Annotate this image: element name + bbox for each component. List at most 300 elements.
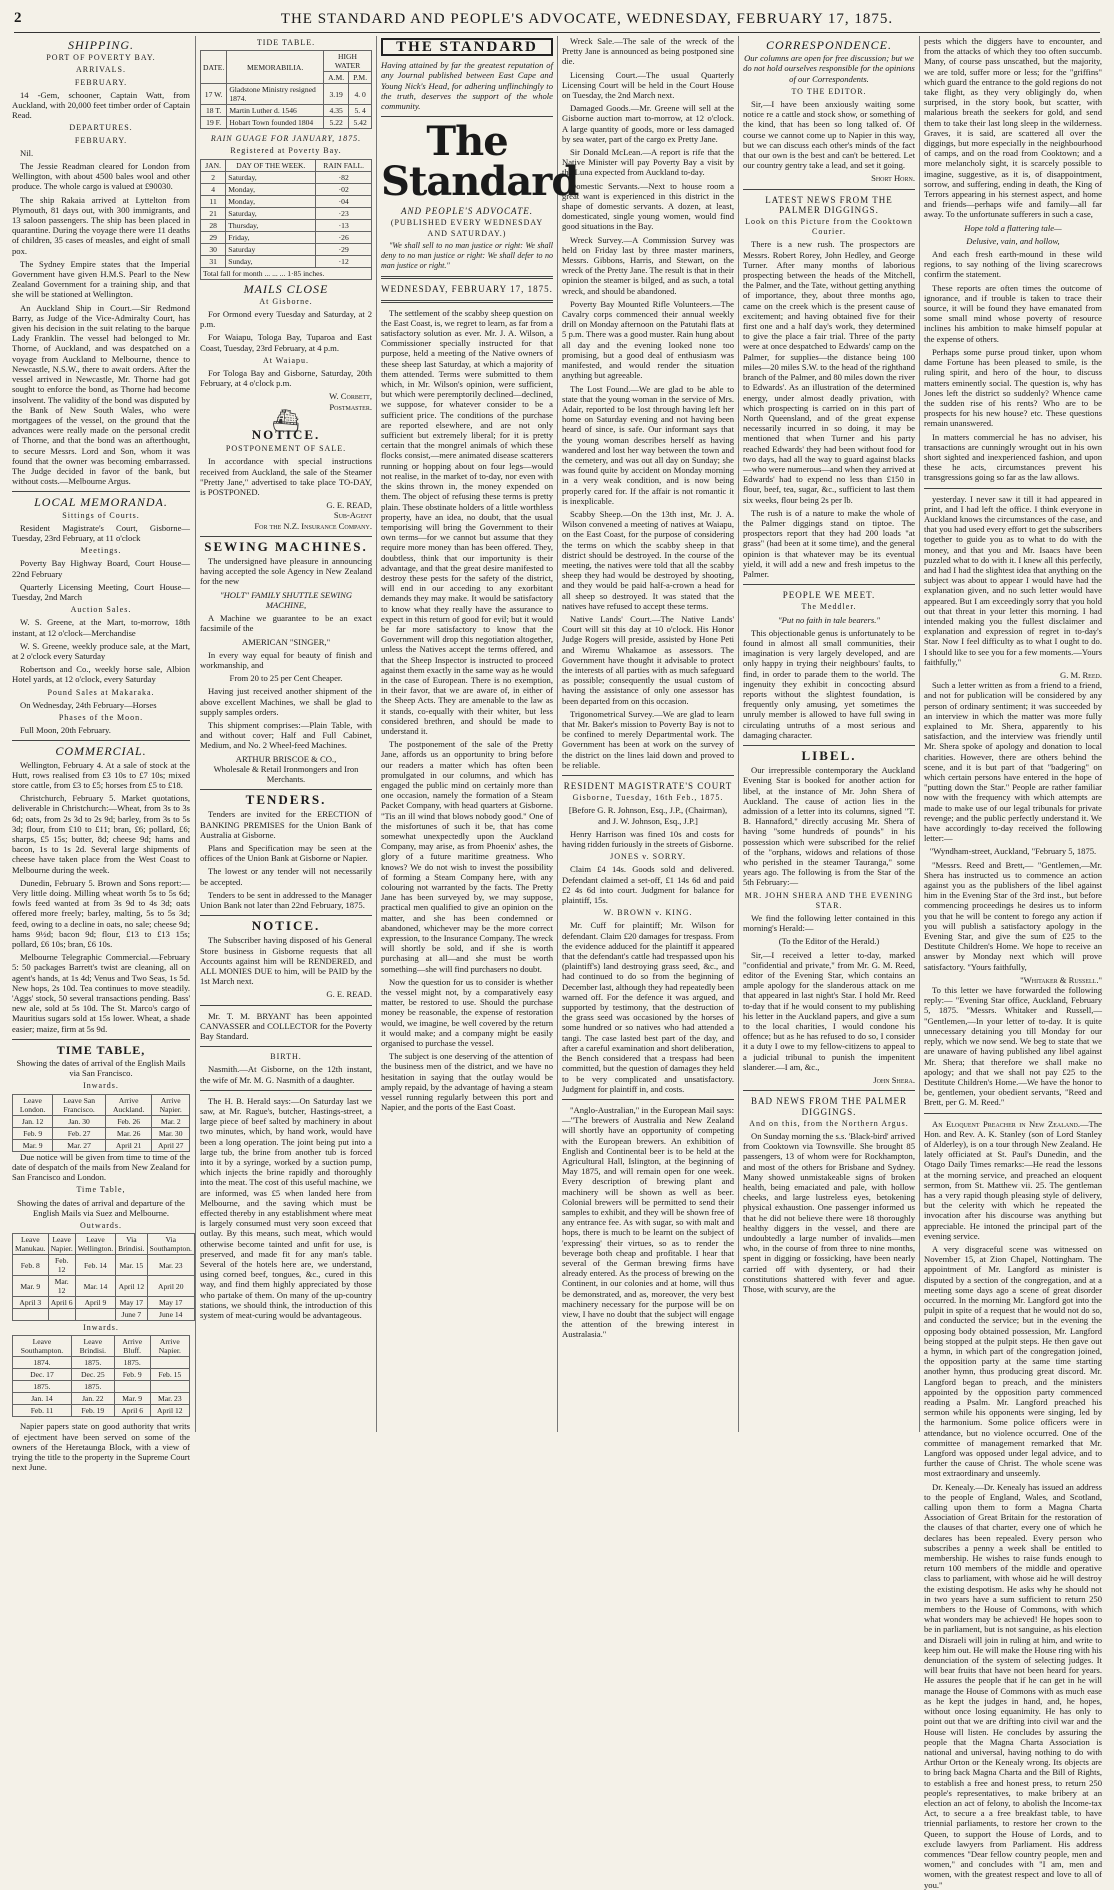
- signature: Wholesale & Retail Ironmongers and Iron Merchants.: [213, 763, 359, 784]
- subheading: Registered at Poverty Bay.: [230, 146, 342, 156]
- divider: [200, 915, 372, 916]
- subheading: At Gisborne.: [259, 296, 313, 306]
- table-row: [13, 1381, 190, 1393]
- table-cell: Feb. 9: [114, 1369, 150, 1381]
- publication-note: (PUBLISHED EVERY WEDNESDAY AND SATURDAY.): [390, 218, 544, 238]
- table-header: A.M.: [324, 72, 349, 84]
- table-cell: Feb. 11: [13, 1405, 72, 1417]
- court-item: Henry Harrison was fined 10s and costs for having ridden furiously in the streets of Gisborne.: [562, 828, 734, 850]
- column-divider: [376, 36, 377, 1432]
- notice-text: Plans and Specification may be seen at the offices of the Union Bank at Gisborne or Napier.: [200, 842, 372, 864]
- tide-table: [200, 50, 372, 129]
- notice-text: Nasmith.—At Gisborne, on the 12th instant, the wife of Mr. M. G. Nasmith of a daughter.: [200, 1064, 372, 1085]
- divider: [200, 1046, 372, 1047]
- table-cell: 1874.: [13, 1357, 72, 1369]
- signature: W. Corbett,: [329, 391, 372, 402]
- table-cell: Dec. 17: [13, 1369, 72, 1381]
- table-row: [201, 219, 372, 231]
- table-cell: 4. 0: [349, 84, 372, 105]
- table-cell: Mar. 9: [13, 1276, 49, 1297]
- table-header: Leave Brindisi.: [71, 1336, 114, 1357]
- table-cell: Jan. 22: [71, 1393, 114, 1405]
- article-text: In matters commercial he has no adviser, his transactions are cunningly wrought out in his own short sighted and inexperienced fashion, and upon these he acts, circumstances prevent his transgressions going so far as the law allows.: [924, 431, 1102, 483]
- section-heading: TENDERS.: [245, 792, 327, 808]
- signature: Sub-Agent: [333, 510, 372, 521]
- article-text: There is a new rush. The prospectors are Messrs. Robert Rorey, John Hedley, and George Turner. After many months of laborious prospecting between the heads of the Mitchell, the Palmer, and the Tate, without getting anything of importance, they, about three months ago, came on the creek which is the present cause of excitement; and having obtained five for their first one and a half day's work, they determined to give the place a fair trial. Three of the party were at once despatched to Edwards' camp on the Palmer, for supplies—the distance being 100 miles—20 miles S.W. to the head of the righthand branch of the Palmer, and 80 miles down the river to Edwards'. As an illustration of the determined energy, under almost deadly privation, with which prospecting is carried on in this part of North Queensland, and of the great expense necessarily incurred in so doing, it may be mentioned that when Turner and his party reached Edwards' they had been without food for two days, had all the way to guard against blacks—who were numerous—and when they arrived at Edwards' had to expend no less than £150 in flour, beef, tea, sugar, &c., sufficient to last them six weeks, flour being 2s per lb.: [743, 239, 916, 505]
- table-row: [13, 1309, 195, 1321]
- news-item: The H. B. Herald says:—On Saturday last we saw, at Mr. Rague's, butcher, Hastings-street, a large piece of beef salted by machinery in about two minutes, which, by hand work, would have been a long operation. The joint being put into a large tub, the brine from another tub is forced into it by a syringe, worked by a suction pump, which injects the brine rapidly and thoroughly into the meat. The cost of this useful machine, we are informed, was £5 when landed here from Melbourne, and the saving which must be effected thereby in any establishment where meat is largely consumed must very soon exceed that outlay. By this means, such meat, which would otherwise become tainted and unfit for use, is preserved, and made fit for any man's table. Several of the hotels here are, we understand, using corned beef, tongues, &c., cured in this way, and find them highly appreciated by those who partake of them. On many of the up-country stations, we should think, the introduction of this system of meat-curing would be advantageous.: [200, 1095, 372, 1321]
- memo-item: Robertson and Co., weekly horse sale, Albion Hotel yards, at 12 o'clock, every Saturday: [12, 664, 190, 685]
- table-row: [201, 117, 372, 129]
- subheading: At Waiapu.: [262, 355, 310, 365]
- table-cell: Feb. 14: [75, 1255, 115, 1276]
- signature: Short Horn.: [871, 173, 915, 184]
- news-item: [924, 1119, 1102, 1241]
- news-item: Poverty Bay Mounted Rifle Volunteers.—The Cavalry corps commenced their annual weekly drill on Monday afternoon on the Patutahi flats at 5 p.m. There was a good muster. Rain hung about all day and the evening looked none too promising, but a good deal of enthusiasm was manifested, and would render the situation anything but agreeable.: [562, 298, 734, 381]
- table-cell: 5.42: [349, 117, 372, 129]
- table-cell: Martin Luther d. 1546: [227, 105, 324, 117]
- table-label: Inwards.: [83, 1081, 119, 1091]
- editorial-paragraph: The settlement of the scabby sheep question on the East Coast, is, we regret to learn, as far from a satisfactory solution as ever. Mr. J. A. Wilson, a Commissioner specially instructed for that purpose, held a meeting of the Native owners of these sheep last Saturday, at which a majority of them attended. Terms were submitted to them which, in Mr. Wilson's opinion, were sufficient, but which were peremptorily declined—declined, we suppose, for whatever consider to be a sufficient price. The conditions of the purchase are reported elsewhere, and are not only sufficient but extremely liberal; for it is pretty certain that the mongrel animals of which these flocks consist,—mere animated disease scatterers running or hopping about on four legs—would not realise, in the market of to-day, nor even with the skins thrown in, the money expended on them. The object of refusing these terms is pretty plain. These obstinate holders of a little worthless property, have an idea, no doubt, that the usual temporising will bring the Government to their own terms—for we cannot but assume that they require more money than has been offered. They, doubtless, think that our importunity is their advantage, and that the great desire manifested to destroy these pests for the safety of the district, will end in our acceding to any exorbitant demands they may make. It would be satisfactory to know what they really have the assurance to expect in this return of good for evil; but it would be far more satisfactory to know that the Government will drop this negotiation altogether, unless the Natives accept the terms offered, and that the Sheep Inspector is instructed to proceed against them exactly in the same way as he would in the case of European. There is no exemption, in their favor, that we are aware of, in either of the Sheep Acts. They are amenable to the law as it stands, co-equally with their whiter, but less considered brethren, and should be made to understand it.: [381, 307, 553, 736]
- section-heading: RESIDENT MAGISTRATE'S COURT: [563, 781, 733, 792]
- table-cell: 1875.: [71, 1381, 114, 1393]
- section-heading: LIBEL.: [801, 748, 857, 763]
- section-heading: SHIPPING.: [68, 38, 134, 52]
- table-header: Arrive Auckland.: [105, 1094, 152, 1115]
- news-item: The Sydney Empire states that the Imperial Government have given H.M.S. Pearl to the New Zealand Government for a training ship, and that she will be stationed at Wellington.: [12, 258, 190, 300]
- subheading: Pound Sales at Makaraka.: [47, 687, 155, 697]
- table-cell: Feb. 12: [48, 1255, 75, 1276]
- ad-text: In every way equal for beauty of finish and workmanship, and: [200, 649, 372, 670]
- signature: G. M. Reed.: [1060, 669, 1102, 680]
- article-text: Our irrepressible contemporary the Auckland Evening Star is booked for another action for libel, at the instance of Mr. John Shera of Auckland. The cause of action lies in the admission of a letter into its columns, signed "T. B. Hannaford," directly accusing Mr. Shera of having "some hundreds of pounds" in his possession which were subscribed for the relief of the "orphans, widows and relations of those who perished in the steamer Tauranga," some years ago. The following is from the Star of the 5th February:—: [743, 765, 915, 888]
- section-heading: TIME TABLE,: [56, 1042, 146, 1057]
- table-label: Inwards.: [83, 1323, 119, 1333]
- subheading: TO THE EDITOR.: [791, 86, 867, 96]
- table-cell: 4.35: [324, 105, 349, 117]
- page-number: 2: [14, 10, 22, 26]
- letter-text: yesterday. I never saw it till it had appeared in print, and I had left the office. I think everyone in Auckland knows the circumstances of the case, and that you had used every effort to get the subscribers together to guide you as to what to do with the money, and that you and Mr. Isaacs have been puzzled what to do with it. I knew all this perfectly, and had I had the slightest idea that anything on the subject was about to appear I would have had the explanation given, and no such letter would have appeared. But I am exceedingly sorry that you hold out that threat in your letter this morning. I had intended making you the fullest disclaimer and explanation and expression of regret in to-day's Star. Now I feel difficulty as to what I ought to do. I should like to see you for a few moments.—Yours faithfully,": [924, 493, 1102, 667]
- divider: [743, 745, 915, 746]
- signature: G. E. READ,: [326, 500, 372, 511]
- table-header: HIGH WATER: [324, 51, 372, 72]
- article-text: And each fresh earth-mound in these wild regions, to say nothing of the living scarecrows confirm the statement.: [924, 249, 1102, 280]
- signature: Postmaster.: [329, 401, 372, 412]
- item-title: An Eloquent Preacher in New Zealand.: [932, 1118, 1081, 1129]
- table-row: [13, 1115, 190, 1127]
- news-item: Damaged Goods.—Mr. Greene will sell at the Gisborne auction mart to-morrow, at 12 o'clock. A large quantity of goods, more or less damaged by sea water, part of the cargo ex Pretty Jane.: [562, 103, 734, 144]
- news-item: Native Lands' Court.—The Native Lands' Court will sit this day at 10 o'clock. His Honor Judge Rogers will preside, assisted by Hone Peti and Wiremu Whakamoe as assessors. The Government have thought it advisable to protect the interests of all parties with as much safeguard as possible; consequently the usual custom of having the assistance of only one assessor has been departed from on this occasion.: [562, 613, 734, 706]
- table-row: [201, 243, 372, 255]
- letter-text: "Messrs. Reed and Brett,— "Gentlemen,—Mr. Shera has instructed us to commence an action against you as the publishers of the libel against him in the Evening Star of the 3rd inst., but before commencing proceedings he desires us to inform you that he will be content to forego any action if you will publish a satisfactory apology in the Evening Star, and give the sum of £25 to the Destitute Children's Home. We hope to receive an answer by Monday next which will prove satisfactory. "Yours faithfully,: [924, 859, 1102, 972]
- news-item: Licensing Court.—The usual Quarterly Licensing Court will be held in the Court House on Tuesday, the 2nd March next.: [562, 69, 734, 101]
- table-cell: April 12: [116, 1276, 147, 1297]
- notice-text: The Subscriber having disposed of his General Store business in Gisborne requests that all Accounts against him will be RENDERED, and ALL MONIES DUE to him, will be PAID by the 1st March next.: [200, 935, 372, 987]
- table-cell: Jan. 30: [53, 1115, 106, 1127]
- ad-price: From 20 to 25 per Cent Cheaper.: [229, 673, 343, 684]
- notice-text: Tenders to be sent in addressed to the Manager Union Bank not later than 22nd February, 1875.: [200, 889, 372, 910]
- article-text: Such a letter written as from a friend to a friend, and not for publication will be considered by any person of ordinary sentiment; it was succeeded by an interview in which the matter was more fully explained to Mr. Shera, apparently to his satisfaction, and the interview was friendly until Mr. Shera spoke of apology and donation to local charities. However, there are others behind the scene, and it is but part of that "badgering" on which certain persons have entered in the hope of "putting down the Star." People are rather familiar now with the frequency with which attempts are made to make use of our legal tribunals for private revenge; and the public perfectly understand it. We have accordingly to-day received the following letter:—: [924, 680, 1102, 844]
- table-cell: Hobart Town founded 1804: [227, 117, 324, 129]
- table-cell: ·82: [316, 171, 372, 183]
- memo-item: Poverty Bay Highway Board, Court House—22nd February: [12, 558, 190, 579]
- column-notices: [200, 36, 372, 1432]
- letter-text: Sir,—I received a letter to-day, marked "confidential and private," from Mr. G. M. Reed, editor of the Evening Star, which contains an ample apology for the slanderous attack on me that appeared in last night's Star. I hold Mr. Reed to-day that if he would consent to my publishing his letter in the Auckland papers, and give a sum to the local charities, I would condone his offence; but as he has refused to do so, I consider it a duty I owe to my fellow-citizens to appeal to a judicial tribunal to punish the impenitent slanderer.—I am, &c.,: [743, 949, 915, 1072]
- item-text: —The Hon. and Rev. A. K. Stanley (son of Lord Stanley of Alderley), is on a tour through New Zealand. He lately officiated at St. Paul's Dunedin, and the Otago Daily Times remarks:—He read the lessons at the morning service, and preached an eloquent sermon, from St. Matthew vii. 25. The gentleman has a very rapid though pleasing style of delivery, but the celerity with which he repeated the invocation after his discourse was anything but appreciable. He intoned the principal part of the evening service.: [924, 1118, 1102, 1241]
- section-heading: COMMERCIAL.: [55, 744, 147, 759]
- section-heading: LATEST NEWS FROM THE PALMER DIGGINGS.: [765, 194, 893, 215]
- column-divider: [738, 36, 739, 1432]
- rain-table: [200, 159, 372, 280]
- notice-text: For Ormond every Tuesday and Saturday, at 2 p.m.: [200, 309, 372, 330]
- table-row: [13, 1276, 195, 1297]
- article-text: pests which the diggers have to encounter, and from the attacks of which they too often succumb. Many, of course pass unscathed, but the majority, we are told, suffer more or less; for the "griffins" which guard the entrance to the gold regions do not take flight, as they very obligingly do, when surprised, in the story book, but scatter, with malarious breath the seekers for gold, and send them to take their last long sleep in the wilderness. Graves, it is said, are scattered all over the diggings, but more especially in the neighbourhood of camps, and on the road from Cooktown; and a more melancholy sight, it is scarcely possible to imagine, suggestive, as it is, of disappointment, sorrow, and suffering, ending in death, the King of Terrors appearing in his sternest aspect, and home and friends—perhaps wife and family—all far away. To the unfortunate sufferers in such a case,: [924, 36, 1102, 220]
- table-cell: Monday,: [226, 183, 316, 195]
- article-text: On Sunday morning the s.s. 'Black-bird' arrived from Cooktown via Townsville. She brought 85 passengers, 13 of whom were for Rockhampton, and most of the others for Brisbane and Sydney. Many showed unmistakeable signs of broken health, being emaciated and pale, with hollow cheeks, and large lustreless eyes, betokening physical exhaustion. One passenger informed us that he did not believe there were 18 thoroughly healthy diggers in the vessel, and there are undoubtedly a large number of invalids—men who, in the course of from three to nine months, spent in digging or fossicking, have been nearly carried off with dysentery, or had their constitutions shattered with fever and ague. Those, with scurvy, are the: [743, 1130, 915, 1294]
- arrival-entry: 14 -Gem, schooner, Captain Watt, from Auckland, with 20,000 feet timber order of Captain Read.: [12, 89, 190, 121]
- table-cell: June 7: [116, 1309, 147, 1321]
- table-cell: April 12: [150, 1405, 189, 1417]
- divider: [12, 1039, 190, 1040]
- table-cell: 11: [201, 195, 226, 207]
- table-cell: May 17: [116, 1297, 147, 1309]
- table-cell: [75, 1309, 115, 1321]
- column-shipping: [12, 36, 192, 1473]
- table-cell: Jan. 14: [13, 1393, 72, 1405]
- column-local-news: [562, 36, 734, 1432]
- table-header: Leave Southampton.: [13, 1336, 72, 1357]
- masthead-title: The Standard: [381, 118, 579, 206]
- table-header: Leave Wellington.: [75, 1234, 115, 1255]
- table-cell: Mar. 23: [147, 1255, 194, 1276]
- news-item: The Lost Found.—We are glad to be able to state that the young woman in the service of Mrs. Adair, reported to be lost through having left her home on Saturday evening and not having been heard of since, is safe. Our informant says that the young woman describes herself as having wandered and lost her way between the town and the cemetery, and was out all day on Sunday; she was found quite by accident on Monday morning in a very weak condition, and is now being properly cared for. If the affair is not romantic it is inexplicable.: [562, 383, 734, 506]
- table-row: [201, 195, 372, 207]
- table-cell: 1875.: [114, 1357, 150, 1369]
- letter-heading: (To the Editor of the Herald.): [778, 936, 880, 947]
- table-caption: Showing the dates of arrival of the English Mails via San Francisco.: [16, 1058, 186, 1079]
- signature: John Shera.: [873, 1075, 915, 1086]
- table-cell: Mar. 9: [13, 1139, 53, 1151]
- table-cell: 3.19: [324, 84, 349, 105]
- table-cell: 31: [201, 255, 226, 267]
- news-item: An Auckland Ship in Court.—Sir Redmond Barry, as Judge of the Vice-Admiralty Court, has given his decision in the suit relating to the barque Lady Franklin. The vessel had belonged to Mr. Thorne, of Auckland, and was despatched on a voyage from Auckland to Melbourne, thence to Newcastle, N.S.W., there to await orders. After the vessel arrived in Newcastle, Mr. Thorne had got sought to enforce the bond, as Thorne had become insolvent. The validity of the bond was disputed by the Bank of New South Wales, who were mortgagees of the vessel, on the ground that the advances were really made on the personal credit of Thorne, and that the bond was an afterthought, to secure Messrs. Lord and Son, whom it was found that the owner was becoming embarrassed. The Judge decided in favor of the bank, but without costs.—Melbourne Argus.: [12, 302, 190, 487]
- signature: ARTHUR BRISCOE & CO.,: [235, 753, 337, 764]
- table-cell: Sunday,: [226, 255, 316, 267]
- section-heading: PEOPLE WE MEET.: [782, 590, 876, 601]
- table-cell: 18 T.: [201, 105, 227, 117]
- ad-text: A Machine we guarantee to be an exact facsimile of the: [200, 613, 372, 634]
- notice-text: In accordance with special instructions received from Auckland, the sale of the Steamer "Pretty Jane," advertised to take place TO-DAY, is POSTPONED.: [200, 456, 372, 498]
- table-cell: 17 W.: [201, 84, 227, 105]
- divider: [12, 491, 190, 492]
- table-cell: Jan. 12: [13, 1115, 53, 1127]
- table-header: Via Southampton.: [147, 1234, 194, 1255]
- table-header: RAIN FALL.: [316, 159, 372, 171]
- divider: [381, 116, 553, 117]
- table-cell: April 9: [75, 1297, 115, 1309]
- table-header: Leave London.: [13, 1094, 53, 1115]
- news-item: "Anglo-Australian," in the European Mail says:—"The brewers of Australia and New Zealand will shortly have an opportunity of competing with the European brewers. An exhibition of English and Continental beer is to be held at the Agricultural Hall, Islington, at the beginning of May 1875, and will remain open for one week. Every description of brewing plant and machinery will be shown as well as beer. Colonial brewers will be permitted to send their samples to exhibit, and they will be shown free of any entrance fee. As with sugar, so with malt and hops, there is much to be learnt on the subject of 'expressing' their virtues, so as to render the beverage both cheap and profitable. I hear that several of the German brewing firms have already entered. As the process of brewing on the Continent, in our colonies and at home, will thus be demonstrated, and as, moreover, the very best machinery necessary for the purpose will be on view, I have no doubt that the subject will engage the attention of the brewing interest in Australasia.": [562, 1104, 734, 1340]
- news-item: A very disgraceful scene was witnessed on November 15, at Zion Chapel, Nottingham. The appointment of Mr. Langford as minister is disputed by a section of the congregation, and at a meeting some days ago a scene of great disorder occurred. In the morning Mr. Langford got into the pulpit in spite of a request that he would not do so, and conducted the service; but in the evening the opposing body obtained possession, Mr. Langford being stopped at the pulpit steps. He then gave out a hymn, in which part of the congregation joined, the opposition party at the same time starting another hymn, thus producing great discord. Mr. Langford began to preach, and the ministers appointed by the opposition party commenced reading a Psalm. Mr. Langford preached his sermon while his opponents were singing, led by the harmonium. Some police officers were in attendance, but no violence occurred. One of the committee of management remarked that Mr. Langford was opposed under legal advice, and to further the cause of Christ. The whole scene was most extraordinary and unseemly.: [924, 1243, 1102, 1479]
- table-cell: Mar. 26: [105, 1127, 152, 1139]
- ad-text: This shipment comprises:—Plain Table, with and without cover; Half and Full Cabinet, Medium, and No. 2 Wheel-feed Machines.: [200, 719, 372, 751]
- article-text: This objectionable genus is unfortunately to be found in almost all small communities, their imagination is very largely developed, and are only happy in trying their neighbours' faults, to find, in order to parade them to the world. The ingenuity they exhibit in concocting absurd reports without the slightest foundation, is frequently only amusing, yet sometimes the unruly member is allowed to have full swing in circulating untruths of a most serious and damaging character.: [743, 627, 915, 740]
- table-row: [13, 1369, 190, 1381]
- section-heading: MAILS CLOSE: [243, 281, 329, 296]
- memo-item: Quarterly Licensing Meeting, Court House—Tuesday, 2nd March: [12, 581, 190, 602]
- date-line: WEDNESDAY, FEBRUARY 17, 1875.: [381, 284, 553, 295]
- table-cell: Mar. 12: [48, 1276, 75, 1297]
- table-cell: Feb. 27: [53, 1127, 106, 1139]
- table-row: [201, 183, 372, 195]
- table-cell: 19 F.: [201, 117, 227, 129]
- subheading: The Meddler.: [801, 602, 857, 612]
- table-row: [201, 105, 372, 117]
- table-cell: Mar. 2: [152, 1115, 190, 1127]
- table-cell: Mar. 30: [152, 1127, 190, 1139]
- table-cell: Saturday: [226, 243, 316, 255]
- ad-text: Having just received another shipment of the above excellent Machines, we shall be glad to supply samples orders.: [200, 686, 372, 717]
- table-cell: Feb. 26: [105, 1115, 152, 1127]
- mail-notice: Due notice will be given from time to time of the date of despatch of the mails from New Zealand for San Francisco and London.: [12, 1151, 190, 1183]
- editorial-paragraph: The postponement of the sale of the Pretty Jane, affords us an opportunity to bring before our readers a matter which has often been promulgated in our columns, and which has engaged the public mind on certainly more than one occasion, namely the formation of a Steam Packet Company, with head quarters at Gisborne. "Tis an ill wind that blows nobody good." One of the misfortunes of such it be, that has come somewhat unexpectedly upon the Auckland Company, may arise, as from Phoenix' ashes, the glory of a future maritime greatness. Who knows? We do not wish to invest the possibility of forming a Steam Company here, with any colouring not warranted by the facts. The Pretty Jane has been surveyed by, we may suppose, practical men qualified to give an opinion on the matter, and she has been condemned or abandoned, whichever may be the more correct expression, to the Insurance Company. The wreck will shortly be sold, and if she is worth purchasing at all—and she must be worth something—she will find purchasers no doubt.: [381, 739, 553, 974]
- column-divider: [195, 36, 196, 1432]
- table-cell: Feb. 8: [13, 1255, 49, 1276]
- table-header: Via Brindisi.: [116, 1234, 147, 1255]
- commercial-item: Dunedin, February 5. Brown and Sons report:—Very little doing. Milling wheat worth 5s to 5s 6d; fowls feed wanted at from 3s 9d to 4s 3d; oats offered more freely; barley, malting, 5s to 5s 3d; feed, owing to a decline in oats, no sale; cheese 9d; hams 9½d; bacon 9d; flour, £13 to £13 15s; pollard, £6 10s; bran, £6 10s.: [12, 877, 190, 950]
- signature: G. E. READ.: [326, 989, 372, 1000]
- column-divider: [919, 36, 920, 1432]
- table-row: [201, 84, 372, 105]
- subheading: MR. JOHN SHERA AND THE EVENING STAR.: [744, 890, 914, 910]
- column-miscellany: [924, 36, 1102, 1890]
- divider: [743, 584, 915, 585]
- subheading: Meetings.: [80, 546, 122, 556]
- table-cell: [150, 1381, 189, 1393]
- court-item: Mr. Cuff for plaintiff; Mr. Wilson for defendant. Claim £20 damages for trespass. From the evidence adduced for the plaintiff it appeared that the defendant's cattle had trespassed upon his (plaintiff's) land destroying grass seed, &c., and had continued to do so from the beginning of December last, although they had repeatedly been warned off. For the defence it was argued, and supported by testimony, that the destruction of the grass seed was occasioned by the horses of some hundred or so natives who had attended a tangi. The case lasted best part of the day, and after a careful examination and short deliberation, the Bench considered that a trespass had been committed, but the question of damages they held to be very complicated and unsatisfactory. Judgment for plaintiff in, and costs.: [562, 920, 734, 1094]
- page-header: [14, 8, 1100, 33]
- signature: For the N.Z. Insurance Company.: [254, 520, 372, 531]
- table-header: DATE.: [201, 51, 227, 84]
- commercial-item: Christchurch, February 5. Market quotations, deliverable in Christchurch:—Wheat, from 3s to 3s 6d; oats, from 2s 3d to 2s 9d; barley, from 3s to 5s 3d; flour, from £10 to £11; bran, £6; pollard, £6; sharps, £5 15s; butter, 8d; cheese 9d; hams and bacon, 1s to 1s 2d. Several large shipments of cheese have taken place from the West Coast to Melbourne during the week.: [12, 793, 190, 875]
- table-row: [13, 1255, 195, 1276]
- table-cell: [150, 1357, 189, 1369]
- table-cell: April 6: [48, 1297, 75, 1309]
- signature: "Whitaker & Russell.": [1020, 974, 1102, 985]
- subheading: ARRIVALS.: [76, 65, 126, 75]
- suez-inwards-table: [12, 1335, 190, 1417]
- table-header: Arrive Bluff.: [114, 1336, 150, 1357]
- letter-text: Sir,—I have been anxiously waiting some notice re a cattle and stock show, or something of the kind, that has been so long talked of. Of course we cannot come up to Napier in this way, but we can discuss each other's minds of the fact that our own is the best and can't be bettered. Let our country gentry take a lead, and set it going.: [743, 99, 915, 171]
- quote: "Put no faith in tale bearers.": [778, 614, 880, 625]
- table-row: [13, 1405, 190, 1417]
- table-cell: Feb. 9: [13, 1127, 53, 1139]
- table-cell: 28: [201, 219, 226, 231]
- table-header: DAY OF THE WEEK.: [226, 159, 316, 171]
- subheading: Sittings of Courts.: [62, 510, 140, 520]
- table-cell: Gladstone Ministry resigned 1874.: [227, 84, 324, 105]
- divider: [200, 789, 372, 790]
- news-item: The ship Rakaia arrived at Lyttelton from Plymouth, 81 days out, with 300 immigrants, and 13 saloon passengers. The ship has been placed in quarantine. During the voyage there were 11 deaths of children, 35 cases of measles, and eight of small pox.: [12, 194, 190, 256]
- table-row: [13, 1357, 190, 1369]
- table-caption: Showing the dates of arrival and departure of the English Mails via Suez and Melbourne.: [17, 1197, 185, 1218]
- ad-product: "HOLT" FAMILY SHUTTLE SEWING MACHINE,: [219, 589, 353, 610]
- commercial-item: Wellington, February 4. At a sale of stock at the Hutt, rows realised from £3 10s to £7 10s; mixed store cattle, from £3 to £5; horses from £5 to £18.: [12, 759, 190, 790]
- notice-text: For Tologa Bay and Gisborne, Saturday, 20th February, at 4 o'clock p.m.: [200, 368, 372, 389]
- notice-text: The lowest or any tender will not necessarily be accepted.: [200, 866, 372, 887]
- table-header: Leave San Francisco.: [53, 1094, 106, 1115]
- month-label: FEBRUARY.: [74, 135, 128, 145]
- table-cell: April 3: [13, 1297, 49, 1309]
- table-cell: ·29: [316, 243, 372, 255]
- memo-item: W. S. Greene, weekly produce sale, at the Mart, at 2 o'clock every Saturday: [12, 640, 190, 661]
- table-cell: ·04: [316, 195, 372, 207]
- table-row: [13, 1393, 190, 1405]
- table-row: [201, 231, 372, 243]
- table-cell: [13, 1309, 49, 1321]
- subheading: DEPARTURES.: [69, 123, 133, 133]
- column-editorial: [381, 36, 579, 1432]
- ad-text: The undersigned have pleasure in announcing having accepted the sole Agency in New Zealand for the new: [200, 556, 372, 587]
- table-cell: Total fall for month ... ... ... 1·85 inches.: [201, 267, 372, 279]
- table-header: Leave Manukau.: [13, 1234, 49, 1255]
- divider: [200, 1090, 372, 1091]
- news-item: Domestic Servants.—Next to house room a great want is experienced in this district in the shape of domestic servants. A dozen, at least, domesticated, single young women, would find good situations in the Bay.: [562, 180, 734, 232]
- table-cell: Feb. 19: [71, 1405, 114, 1417]
- memo-item: On Wednesday, 24th February—Horses: [20, 699, 157, 710]
- table-row: [13, 1127, 190, 1139]
- table-cell: [114, 1381, 150, 1393]
- table-cell: Monday,: [226, 195, 316, 207]
- commercial-item: Melbourne Telegraphic Commercial.—February 5: 50 packages Barrett's twist are cleaning, all on agent's hands, at 1s 4d; Venus and Two Seas, 1s 5d. New hops, 2s 10d. Tea continues to move steadily. 'Aggs' stock, 50 several transactions pending. Bass' new ale, sold at 5s 10d. The St. Marco's cargo of Mauritius sugars sold at 15s lower. Wheat, a shade easier; maize, firm at 5s 9d.: [12, 952, 190, 1034]
- news-item: Napier papers state on good authority that writs of ejectment have been served on some of the owners of the Heretaunga Block, with a view of trying the title to the property in the Supreme Court next June.: [12, 1421, 190, 1473]
- table-cell: ·02: [316, 183, 372, 195]
- news-item: Wreck Sale.—The sale of the wreck of the Pretty Jane is announced as being postponed sine die.: [562, 36, 734, 67]
- subheading: Look on this Picture from the Cooktown Courier.: [745, 217, 913, 237]
- newspaper-title: THE STANDARD AND PEOPLE'S ADVOCATE, WEDNESDAY, FEBRUARY 17, 1875.: [280, 11, 894, 27]
- masthead-subtitle: AND PEOPLE'S ADVOCATE.: [401, 206, 533, 217]
- memo-item: Full Moon, 20th February.: [20, 725, 111, 736]
- section-heading: SEWING MACHINES.: [204, 538, 368, 554]
- divider: [743, 189, 915, 190]
- table-cell: [48, 1309, 75, 1321]
- divider: [562, 775, 734, 776]
- table-header: JAN.: [201, 159, 226, 171]
- section-heading: NOTICE.: [251, 427, 321, 443]
- table-cell: ·12: [316, 255, 372, 267]
- case-title: W. BROWN v. KING.: [603, 908, 693, 918]
- table-cell: Dec. 25: [71, 1369, 114, 1381]
- table-header: Arrive Napier.: [150, 1336, 189, 1357]
- table-header: P.M.: [349, 72, 372, 84]
- article-text: Perhaps some purse proud tinker, upon whom dame Fortune has been pleased to smile, is the ruling spirit, and hero of the hour, to discuss matters eminently social. The question is, why has Jones left the district so suddenly? Whence came the sudden rise of his rents? Who are to be prospects for his new house? etc. These questions remain unanswered.: [924, 346, 1102, 429]
- letter-address: "Wyndham-street, Auckland, "February 5, 1875.: [929, 846, 1097, 857]
- table-label: Outwards.: [79, 1220, 123, 1230]
- notice-text: For Waiapu, Tologa Bay, Tuparoa and East Coast, Tuesday, 23rd February, at 4 p.m.: [200, 332, 372, 353]
- table-row: [201, 171, 372, 183]
- article-text: We find the following letter contained in this morning's Herald:—: [743, 913, 915, 934]
- section-heading: CORRESPONDENCE.: [766, 38, 892, 52]
- divider: [743, 1090, 915, 1091]
- table-cell: Saturday,: [226, 171, 316, 183]
- column-divider: [557, 36, 558, 1432]
- subheading: And on this, from the Northern Argus.: [749, 1118, 909, 1128]
- memo-item: Resident Magistrate's Court, Gisborne—Tuesday, 23rd February, at 11 o'clock: [12, 522, 190, 543]
- section-heading: LOCAL MEMORANDA.: [34, 495, 168, 510]
- news-item: Sir Donald McLean.—A report is rife that the Native Minister will pay Poverty Bay a visit by the Luna expected from Auckland to-day.: [562, 147, 734, 178]
- table-cell: Mar. 14: [75, 1276, 115, 1297]
- table-cell: 30: [201, 243, 226, 255]
- table-cell: Thursday,: [226, 219, 316, 231]
- table-cell: May 17: [147, 1297, 194, 1309]
- table-row: [13, 1297, 195, 1309]
- divider: [924, 488, 1102, 489]
- table-cell: 29: [201, 231, 226, 243]
- divider: [924, 1113, 1102, 1114]
- month-label: FEBRUARY.: [74, 77, 128, 87]
- table-cell: April 6: [114, 1405, 150, 1417]
- divider: [562, 1099, 734, 1100]
- masthead-banner: THE STANDARD: [381, 38, 553, 56]
- subheading: POSTPONEMENT OF SALE.: [225, 444, 347, 454]
- table-cell: Mar. 15: [116, 1255, 147, 1276]
- table-cell: 1875.: [13, 1381, 72, 1393]
- notice-text: Mr. T. M. BRYANT has been appointed CANVASSER and COLLECTOR for the Poverty Bay Standard.: [200, 1010, 372, 1041]
- suez-outwards-table: [12, 1233, 195, 1321]
- divider: [12, 740, 190, 741]
- table-cell: Feb. 15: [150, 1369, 189, 1381]
- subheading: BIRTH.: [270, 1052, 302, 1062]
- table-row: [201, 255, 372, 267]
- table-header: MEMORABILIA.: [227, 51, 324, 84]
- table-cell: 5.22: [324, 117, 349, 129]
- departure-entry: Nil.: [20, 147, 34, 158]
- sf-mail-table: [12, 1094, 190, 1152]
- article-text: These reports are often times the outcome of ignorance, and if trouble is taken to trace their source, it will be found they have emanated from some small mind whose poverty of resource inclines his ambition to make himself popular at the expense of others.: [924, 282, 1102, 344]
- table-cell: 21: [201, 207, 226, 219]
- news-item: Dr. Kenealy.—Dr. Kenealy has issued an address to the people of England, Wales, and Scotland, calling upon them to form a Magna Charta Association of Great Britain for the restoration of the clauses of that charter, every one of which he declares has been repealed. Every person who subscribes a penny a week shall be entitled to membership. He wishes to raise funds enough to return 100 members of the middle and operative class to parliament, with whose aid he will destroy the existing despotism. He asks why he should not in two years have a sum sufficient to return 250 members to the House of Commons, with which what wonders may be achieved! He hopes soon to be in parliament, but is not sanguine, as his election and Disraeli will join in ruling at him, and write to keep him out. He will make the House ring with his denunciation of the system of selecting judges. It will bear fruits that have not been heard for years. He assures the people that if he can get in he will manage the House of Commons with as much ease as he kept the judges in hand, and, he hopes, without once losing equanimity. He has only to point out that we are drifting into civil war and the House will listen. He concludes by assuring the people that the Magna Charta Association is national and universal, having nothing to do with Arthur Orton or the Kenealy wrong. Its objects are to bring back Magna Charta and the Bill of Rights, to establish a free and honest press, to return 250 people's representatives, to make bribery at an election an act of felony, to abolish the Income-tax Act, to secure a a free breakfast table, to have triennial parliaments, to restore her crown to the Queen, to support the House of Lords, and to exclude lawyers from Parliament. His address commences "Dear fellow country people, men and women," and concludes with "I am, men and women, with the greatest respect and love to all of you.": [924, 1481, 1102, 1890]
- news-item: Wreck Survey.—A Commission Survey was held on Friday last by three master mariners, Messrs. Gibbons, Harris, and Stewart, on the wreck of the Pretty Jane. The result is that in their opinion the steamer is bilged, and as such, a total wreck, and should be abandoned.: [562, 234, 734, 296]
- letter-text: To this letter we have forwarded the following reply:— "Evening Star office, Auckland, February 5, 1875. "Messrs. Whitaker and Russell,— "Gentlemen,—In your letter of to-day. It is quite unnecessary detaining you till Monday for our reply, which we now send. We beg to state that we are unaware of having published any libel against Mr. Shera; that therefore we shall make no apology; and that we shall not pay £25 to the Destitute Children's Home.—We have the honor to be, gentlemen, your obedient servants, "Reed and Brett, per G. M. Reed.": [924, 985, 1102, 1108]
- news-item: The Jessie Readman cleared for London from Wellington, with about 4500 bales wool and other produce. The whole cargo is valued at £90030.: [12, 161, 190, 192]
- table-cell: Friday,: [226, 231, 316, 243]
- table-header: Arrive Napier.: [152, 1094, 190, 1115]
- court-bench: [Before G. R. Johnson, Esq., J.P., (Chairman), and J. W. Johnson, Esq., J.P.]: [568, 805, 728, 826]
- table-cell: Mar. 27: [53, 1139, 106, 1151]
- divider: [381, 276, 553, 279]
- table-cell: Mar. 23: [150, 1393, 189, 1405]
- subheading: Phases of the Moon.: [58, 712, 144, 722]
- table-cell: 4: [201, 183, 226, 195]
- poem-line: Hope told a flattering tale—: [964, 222, 1062, 233]
- masthead-quote: "We shall sell to no man justice or right: We shall deny to no man justice or right: We shall defer to no man justice or right.": [381, 240, 553, 271]
- editorial-paragraph: The subject is one deserving of the attention of the business men of the district, and we have no hesitation in saying that the outlay would be amply repaid, by the advantage of having a steam vessel running regularly between this port and Napier, and the ports of the East Coast.: [381, 1051, 553, 1113]
- steamship-icon: ⛴: [272, 407, 300, 433]
- divider: [200, 536, 372, 537]
- table-row: [201, 207, 372, 219]
- news-item: Trigonometrical Survey.—We are glad to learn that Mr. Baker's mission to Poverty Bay is not to be confined to merely Departmental work. The Government has been at work on the survey of the district on the lines laid down and proved to be reliable.: [562, 708, 734, 770]
- subheading: RAIN GUAGE FOR JANUARY, 1875.: [210, 134, 362, 144]
- memo-item: W. S. Greene, at the Mart, to-morrow, 18th instant, at 12 o'clock—Merchandise: [12, 617, 190, 638]
- column-correspondence: [743, 36, 915, 1432]
- subheading: Auction Sales.: [70, 605, 132, 615]
- divider: [200, 1005, 372, 1006]
- table-cell: 5. 4: [349, 105, 372, 117]
- article-text: The rush is of a nature to make the whole of the Palmer diggings stand on tiptoe. The prospectors report that they had 200 loads "at grass" (had been at it some time), and the general opinion is that whatever may be its eventual yield, it will add a new and fresh impetus to the Palmer.: [743, 507, 915, 579]
- table-cell: Saturday,: [226, 207, 316, 219]
- subheading: Time Table,: [76, 1185, 126, 1195]
- notice-text: Tenders are invited for the ERECTION of BANKING PREMISES for the Union Bank of Australia at Gisborne.: [200, 809, 372, 840]
